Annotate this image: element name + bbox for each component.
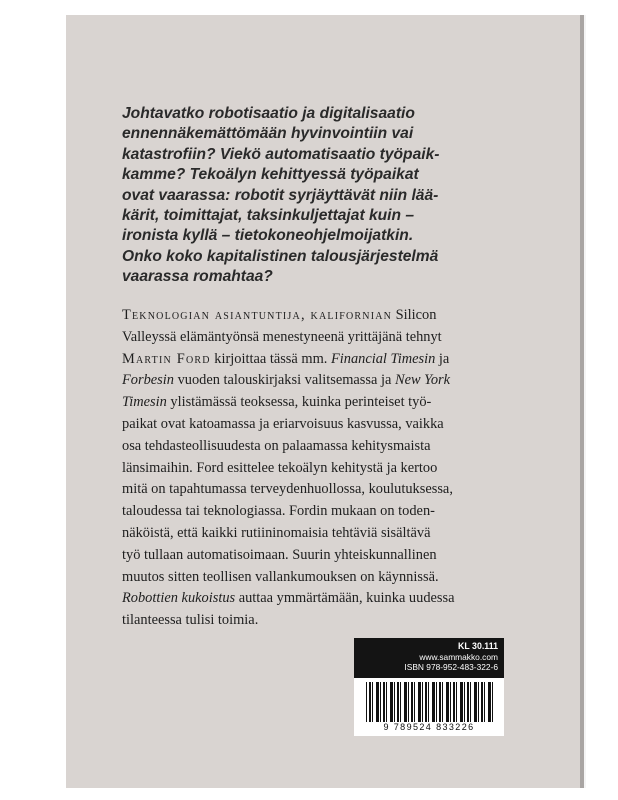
body-line: [122, 588, 552, 610]
lead-line: ennennäkemättömään hyvinvointiin vai: [122, 125, 414, 143]
lead-line: Johtavatko robotisaatio ja digitalisaatio: [122, 105, 415, 122]
publication-title: Financial Timesin: [330, 350, 436, 367]
barcode-box: [354, 638, 504, 736]
body-fragment: vuoden talouskirjaksi valitsemassa ja: [173, 372, 395, 389]
body-line: muutos sitten teollisen vallankumouksen on käynnissä.: [122, 568, 439, 585]
author-name: Martin Ford: [122, 350, 211, 367]
barcode-digits: 9 789524 833226: [383, 722, 475, 732]
body-line: työ tullaan automatisoimaan. Suurin yhteiskunnallinen: [122, 546, 437, 563]
lead-line: kärit, toimittajat, taksinkuljettajat kuin –: [122, 207, 415, 225]
body-line: länsimaihin. Ford esittelee tekoälyn kehitystä ja kertoo: [122, 459, 438, 476]
price-code: KL 30.111: [458, 641, 498, 651]
body-line: paikat ovat katoamassa ja eriarvoisuus kasvussa, vaikka: [122, 415, 444, 432]
lead-line: ironista kyllä – tietokoneohjelmoijatkin.: [122, 227, 414, 245]
lead-line: ovat vaarassa: robotit syrjäyttävät niin lää-: [122, 186, 439, 204]
lead-paragraph: [122, 104, 532, 288]
lead-line: katastrofiin? Viekö automatisaatio työpaik-: [122, 145, 440, 163]
body-text: [122, 305, 552, 632]
body-fragment: auttaa ymmärtämään, kuinka uudessa: [235, 590, 455, 607]
body-fragment: Silicon: [392, 307, 437, 323]
body-line: [122, 370, 552, 392]
body-line: Valleyssä elämäntyönsä menestyneenä yrittäjänä tehnyt: [122, 328, 442, 345]
publication-title: Timesin: [122, 394, 167, 411]
body-line: [122, 349, 552, 371]
publication-title: Forbesin: [122, 372, 174, 389]
book-title: Robottien kukoistus: [122, 590, 236, 607]
body-line: tilanteessa tulisi toimia.: [122, 612, 259, 629]
lead-line: vaarassa romahtaa?: [122, 268, 273, 286]
author-intro: Teknologian asiantuntija, kalifornian: [122, 307, 393, 323]
body-fragment: ylistämässä teoksessa, kuinka perinteiset työ-: [166, 394, 432, 411]
body-line: näköistä, että kaikki rutiininomaisia tehtäviä sisältävä: [122, 524, 431, 541]
body-line: mitä on tapahtumassa terveydenhuollossa, koulutuksessa,: [122, 481, 453, 498]
lead-line: Onko koko kapitalistinen talousjärjestelmä: [122, 247, 439, 265]
body-fragment: ja: [435, 350, 450, 367]
body-line: [122, 392, 552, 414]
body-line: taloudessa tai teknologiassa. Fordin mukaan on toden-: [122, 503, 435, 520]
publisher-url: www.sammakko.com: [419, 651, 498, 662]
lead-line: kamme? Tekoälyn kehittyessä työpaikat: [122, 166, 419, 184]
publication-title: New York: [394, 372, 451, 389]
barcode-bars: [366, 682, 494, 722]
barcode-header: [354, 638, 504, 678]
isbn: ISBN 978-952-483-322-6: [404, 662, 498, 672]
body-line: [122, 305, 552, 327]
body-fragment: kirjoittaa tässä mm.: [210, 350, 331, 367]
body-line: osa tehdasteollisuudesta on palaamassa kehitysmaista: [122, 437, 431, 454]
